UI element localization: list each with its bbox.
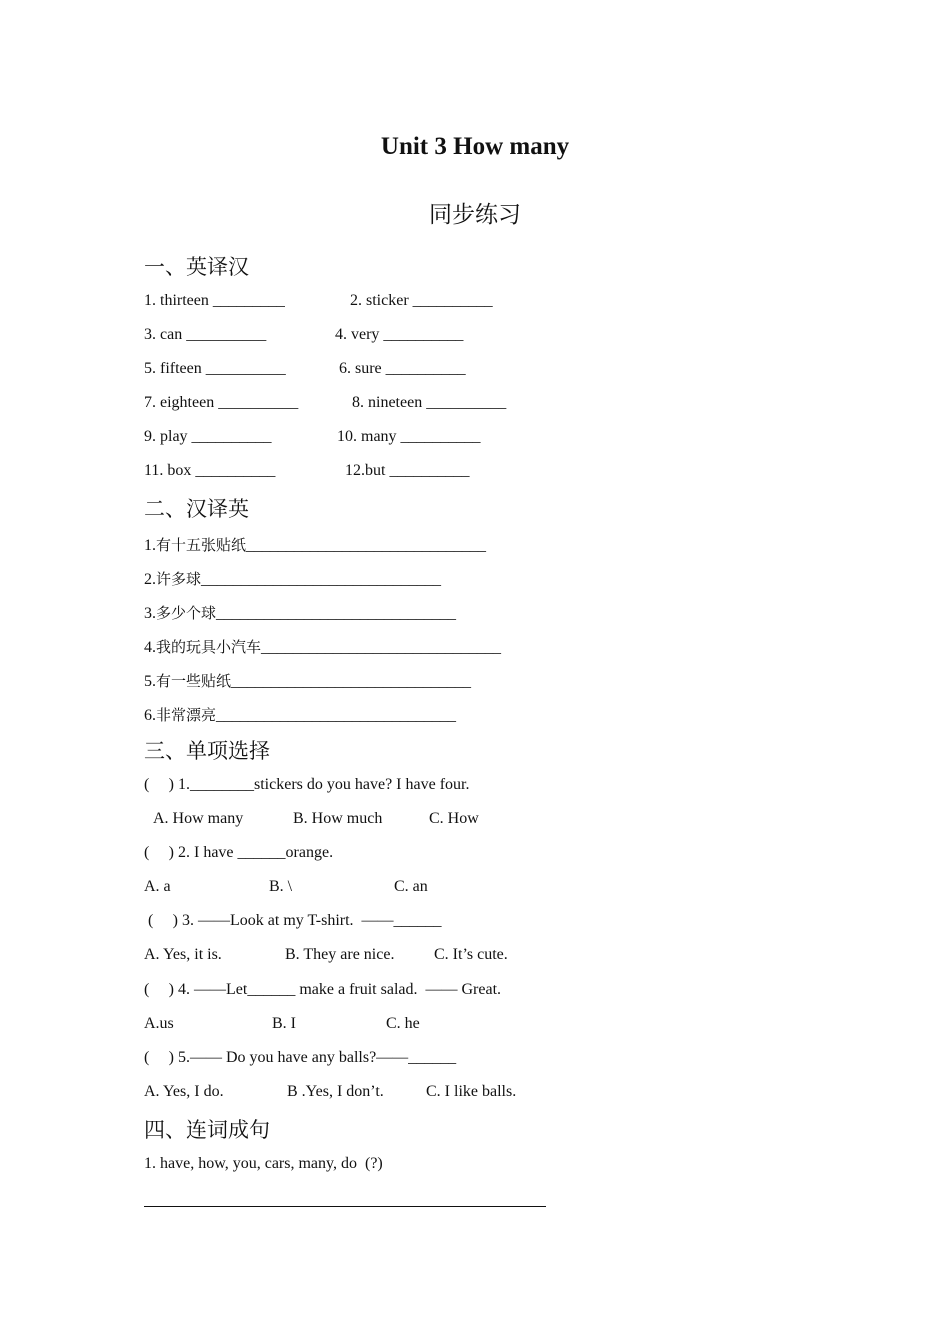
question-stem [144, 981, 501, 999]
item-number: 2. [144, 571, 156, 588]
item-text: 许多球 [156, 570, 202, 588]
answer-parentheses[interactable] [144, 1049, 174, 1067]
question-stem [144, 776, 469, 794]
question-text: 2. I have ______orange. [178, 844, 334, 861]
item-number: 1. [144, 537, 156, 554]
answer-blank[interactable]: ______________________________ [231, 673, 472, 690]
option: C. I like balls. [426, 1083, 517, 1100]
option: C. It’s cute. [434, 946, 508, 963]
item-number: 4. [144, 639, 156, 656]
option: C. an [394, 878, 428, 895]
section1-heading: 一、英译汉 [144, 255, 249, 279]
translation-item [144, 602, 456, 623]
answer-line[interactable] [144, 1190, 546, 1207]
translation-item [144, 670, 471, 691]
translation-item [144, 636, 501, 657]
option: A. How many [153, 810, 244, 827]
option: A. Yes, it is. [144, 946, 222, 963]
vocab-item: 4. very __________ [335, 326, 464, 343]
option: A.us [144, 1015, 174, 1032]
question-text: 1.________stickers do you have? I have four. [178, 776, 470, 793]
vocab-item: 2. sticker __________ [350, 292, 493, 309]
item-number: 6. [144, 707, 156, 724]
vocab-item: 8. nineteen __________ [352, 394, 507, 411]
vocab-item: 6. sure __________ [339, 360, 466, 377]
option: B. They are nice. [285, 946, 395, 963]
answer-parentheses[interactable] [144, 776, 174, 794]
answer-blank[interactable]: ______________________________ [216, 605, 457, 622]
vocab-item: 3. can __________ [144, 326, 267, 343]
option: B. How much [293, 810, 383, 827]
question-stem [144, 844, 333, 862]
section4-heading: 四、连词成句 [144, 1118, 270, 1142]
answer-parentheses[interactable] [144, 981, 174, 999]
page-subtitle: 同步练习 [429, 202, 521, 228]
translation-item [144, 704, 456, 725]
vocab-item: 1. thirteen _________ [144, 292, 285, 309]
item-text: 我的玩具小汽车 [156, 638, 262, 656]
section2-heading: 二、汉译英 [144, 497, 249, 521]
item-text: 非常漂亮 [156, 706, 217, 724]
question-text: 5.—— Do you have any balls?——______ [178, 1049, 457, 1066]
answer-parentheses[interactable] [148, 912, 178, 930]
translation-item [144, 568, 441, 589]
option: A. a [144, 878, 171, 895]
vocab-item: 7. eighteen __________ [144, 394, 299, 411]
answer-blank[interactable]: ______________________________ [216, 707, 457, 724]
section3-heading: 三、单项选择 [144, 739, 270, 763]
item-text: 有十五张贴纸 [156, 536, 247, 554]
translation-item [144, 534, 486, 555]
answer-blank[interactable]: ______________________________ [201, 571, 442, 588]
option: B. I [272, 1015, 296, 1032]
answer-parentheses[interactable] [144, 844, 174, 862]
question-stem [144, 1049, 456, 1067]
option: A. Yes, I do. [144, 1083, 224, 1100]
question-stem [148, 912, 442, 930]
vocab-item: 5. fifteen __________ [144, 360, 286, 377]
item-text: 多少个球 [156, 604, 217, 622]
page-title: Unit 3 How many [380, 133, 570, 160]
option: B. \ [269, 878, 293, 895]
item-number: 3. [144, 605, 156, 622]
item-number: 5. [144, 673, 156, 690]
vocab-item: 9. play __________ [144, 428, 272, 445]
item-text: 有一些贴纸 [156, 672, 232, 690]
question-text: 3. ——Look at my T-shirt. ——______ [182, 912, 442, 929]
sentence-prompt: 1. have, how, you, cars, many, do (?) [144, 1155, 383, 1172]
vocab-item: 12.but __________ [345, 462, 470, 479]
option: B .Yes, I don’t. [287, 1083, 384, 1100]
option: C. he [386, 1015, 420, 1032]
vocab-item: 10. many __________ [337, 428, 481, 445]
vocab-item: 11. box __________ [144, 462, 276, 479]
option: C. How [429, 810, 479, 827]
answer-blank[interactable]: ______________________________ [246, 537, 487, 554]
question-text: 4. ——Let______ make a fruit salad. —— Great. [178, 981, 502, 998]
answer-blank[interactable]: ______________________________ [261, 639, 502, 656]
